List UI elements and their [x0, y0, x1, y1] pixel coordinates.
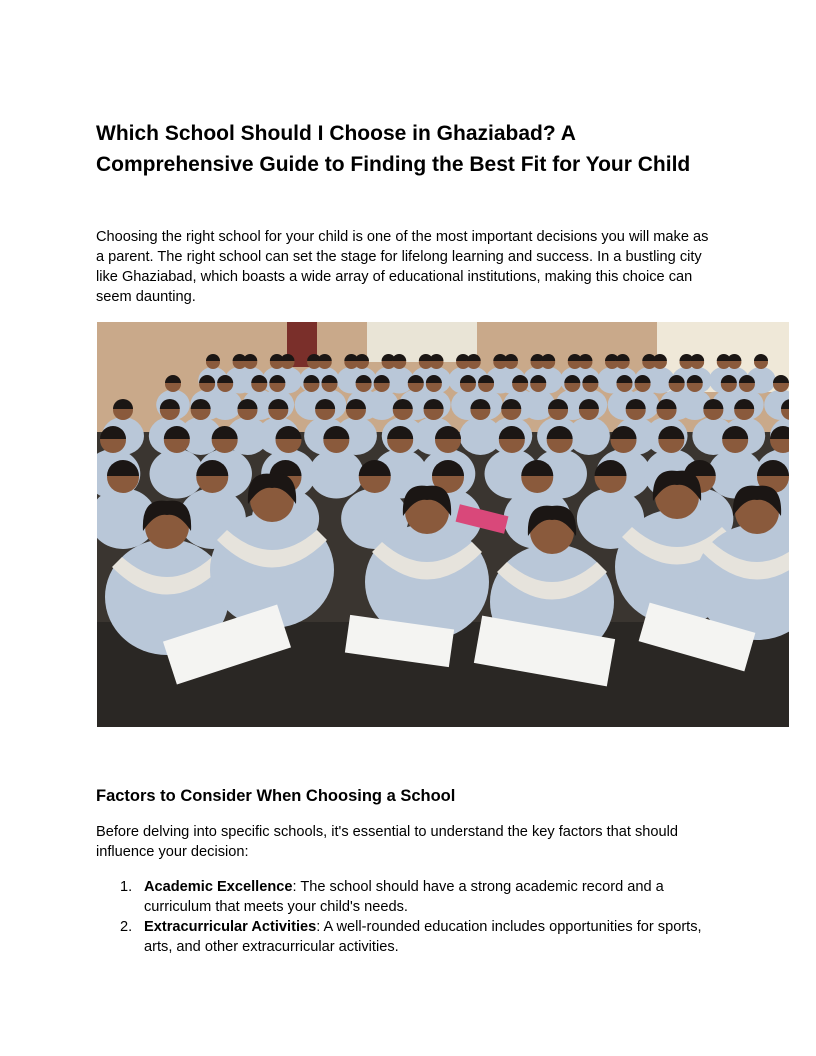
- list-item-academic-excellence: [96, 877, 720, 917]
- list-item-term: Extracurricular Activities: [144, 919, 317, 935]
- list-item-number: 2.: [120, 919, 133, 935]
- list-item-description: : A well-rounded education includes opportunities for sports, arts, and other extracurricular activities.: [144, 919, 702, 955]
- student-body: [309, 449, 364, 498]
- list-item-term: Academic Excellence: [144, 879, 293, 895]
- student-body: [208, 390, 242, 420]
- classroom-students-photo: [97, 322, 789, 727]
- classroom-photo-illustration: [97, 322, 789, 727]
- list-item-description: : The school should have a strong academic record and a curriculum that meets your child's needs.: [144, 879, 664, 915]
- list-item-number: 1.: [120, 879, 133, 895]
- factors-list: [96, 877, 720, 957]
- student-body: [568, 417, 610, 455]
- student-body: [365, 390, 399, 420]
- section-lead-paragraph: Before delving into specific schools, it's essential to understand the key factors that should influence your decision:: [96, 824, 678, 860]
- intro-paragraph: Choosing the right school for your child is one of the most important decisions you will make as a parent. The right school can set the stage for lifelong learning and success. In a bustling city like Ghaziabad, which boasts a wide array of educational institutions, making this choice can seem daunting.: [96, 229, 709, 305]
- list-item-extracurricular-activities: [96, 917, 720, 957]
- page-title: Which School Should I Choose in Ghaziabad? A Comprehensive Guide to Finding the Best Fit for Your Child: [96, 122, 691, 176]
- student-body: [150, 449, 205, 498]
- section-heading: Factors to Consider When Choosing a School: [96, 787, 456, 805]
